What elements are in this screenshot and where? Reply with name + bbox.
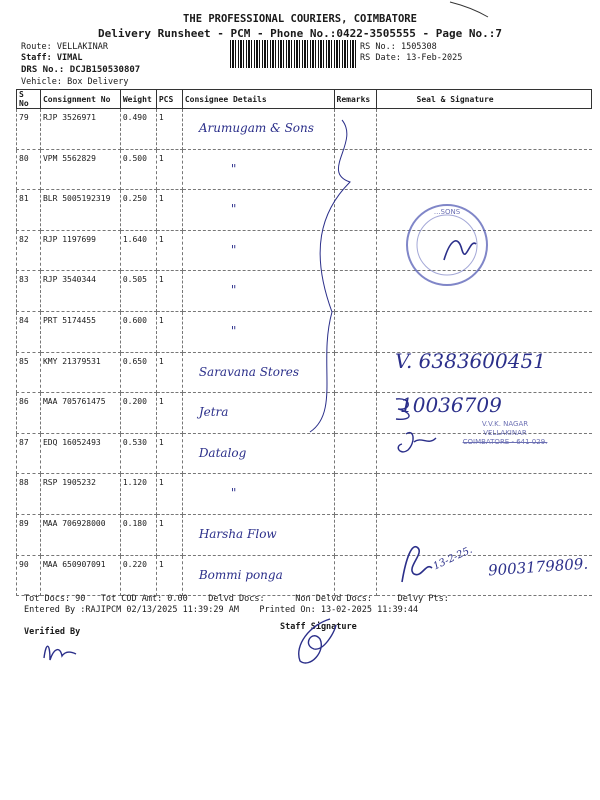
verifier-signature	[40, 638, 80, 666]
sno-cell: 79	[17, 109, 41, 150]
weight-cell: 0.530	[120, 433, 156, 474]
sno-cell: 83	[17, 271, 41, 312]
sno-cell: 82	[17, 230, 41, 271]
weight-cell: 0.490	[120, 109, 156, 150]
consignee-cell: "	[182, 190, 334, 231]
seal-signature-cell	[376, 149, 591, 190]
delvy-pts: Delvy Pts:	[397, 594, 449, 604]
table-row	[17, 474, 592, 515]
consignment-cell: EDQ 16052493	[40, 433, 120, 474]
entered-by: Entered By :RAJIPCM 02/13/2025 11:39:29 AM	[24, 605, 239, 615]
non-delvd-docs: Non Delvd Docs:	[295, 594, 373, 604]
consignee-cell: Harsha Flow	[182, 514, 334, 555]
entered-line	[24, 605, 418, 615]
vehicle-value: Box Delivery	[67, 77, 129, 87]
col-header: S No	[17, 90, 41, 109]
weight-cell: 0.505	[120, 271, 156, 312]
staff-label: Staff:	[21, 53, 52, 63]
tot-docs: Tot Docs: 90	[24, 594, 86, 604]
consignee-cell: "	[182, 149, 334, 190]
drs-value: DCJB150530807	[69, 65, 141, 75]
route-line	[21, 42, 108, 53]
rs-date-value: 13-Feb-2025	[406, 53, 463, 63]
signature-86-mark	[392, 395, 422, 423]
vehicle-label: Vehicle:	[21, 77, 62, 87]
rs-no-value: 1505308	[400, 42, 437, 52]
staff-signature-scribble	[290, 615, 340, 670]
consignee-cell: "	[182, 271, 334, 312]
consignment-cell: RSP 1905232	[40, 474, 120, 515]
delvd-docs: Delvd Docs:	[208, 594, 265, 604]
bracket-pen-mark	[300, 112, 360, 442]
company-title: THE PROFESSIONAL COURIERS, COIMBATORE	[183, 13, 417, 25]
pcs-cell: 1	[156, 109, 182, 150]
rs-date-label: RS Date:	[360, 53, 401, 63]
staff-signature-label: Staff Signature	[280, 622, 357, 632]
consignee-cell: Datalog	[182, 433, 334, 474]
remarks-cell	[334, 474, 376, 515]
stamp-line: VELLAKINAR	[483, 429, 527, 437]
printed-on: Printed On: 13-02-2025 11:39:44	[259, 605, 419, 615]
consignee-cell: "	[182, 230, 334, 271]
pcs-cell: 1	[156, 149, 182, 190]
weight-cell: 0.650	[120, 352, 156, 393]
remarks-cell	[334, 555, 376, 596]
signature-86: 10036709	[400, 393, 502, 417]
sno-cell: 85	[17, 352, 41, 393]
stamp-line: COIMBATORE - 641 029.	[462, 438, 548, 446]
col-header: Weight	[120, 90, 156, 109]
weight-cell: 1.640	[120, 230, 156, 271]
consignment-cell: KMY 21379531	[40, 352, 120, 393]
consignment-cell: MAA 706928000	[40, 514, 120, 555]
seal-text: ...SONS	[433, 208, 461, 216]
col-header: Consignee Details	[182, 90, 334, 109]
pcs-cell: 1	[156, 433, 182, 474]
sno-cell: 88	[17, 474, 41, 515]
consignment-cell: RJP 1197699	[40, 230, 120, 271]
table-row	[17, 514, 592, 555]
pcs-cell: 1	[156, 311, 182, 352]
pcs-cell: 1	[156, 514, 182, 555]
col-header: Consignment No	[40, 90, 120, 109]
vehicle-line	[21, 77, 129, 88]
col-header: PCS	[156, 90, 182, 109]
table-header-row	[17, 90, 592, 109]
sno-cell: 81	[17, 190, 41, 231]
consignee-cell: Saravana Stores	[182, 352, 334, 393]
weight-cell: 0.220	[120, 555, 156, 596]
weight-cell: 0.500	[120, 149, 156, 190]
route-label: Route:	[21, 42, 52, 52]
consignment-cell: PRT 5174455	[40, 311, 120, 352]
rubber-stamp	[420, 420, 590, 447]
consignee-cell: Bommi ponga	[182, 555, 334, 596]
corner-pen-stroke	[450, 0, 490, 20]
weight-cell: 1.120	[120, 474, 156, 515]
consignee-cell: Arumugam & Sons	[182, 109, 334, 150]
signature-82	[440, 230, 480, 270]
pcs-cell: 1	[156, 190, 182, 231]
sno-cell: 84	[17, 311, 41, 352]
pcs-cell: 1	[156, 271, 182, 312]
weight-cell: 0.200	[120, 393, 156, 434]
consignment-cell: BLR 5005192319	[40, 190, 120, 231]
col-header: Remarks	[334, 90, 376, 109]
sno-cell: 86	[17, 393, 41, 434]
consignee-cell: "	[182, 474, 334, 515]
col-header: Seal & Signature	[376, 90, 591, 109]
pcs-cell: 1	[156, 230, 182, 271]
weight-cell: 0.180	[120, 514, 156, 555]
consignment-cell: RJP 3526971	[40, 109, 120, 150]
route-value: VELLAKINAR	[56, 42, 109, 52]
drs-label: DRS No.:	[21, 65, 65, 75]
pcs-cell: 1	[156, 393, 182, 434]
signature-85: V. 6383600451	[395, 349, 546, 373]
barcode	[230, 40, 356, 68]
consignment-cell: VPM 5562829	[40, 149, 120, 190]
totals-line	[24, 594, 449, 604]
verified-by-label: Verified By	[24, 627, 81, 637]
sno-cell: 90	[17, 555, 41, 596]
staff-value: VIMAL	[56, 53, 83, 63]
consignee-cell: Jetra	[182, 393, 334, 434]
rs-no-line	[360, 42, 437, 53]
signature-90-date: 13-2-25.	[431, 544, 475, 573]
seal-signature-cell	[376, 474, 591, 515]
seal-signature-cell	[376, 311, 591, 352]
sno-cell: 89	[17, 514, 41, 555]
stamp-line: V.V.K. NAGAR	[481, 420, 529, 428]
pcs-cell: 1	[156, 352, 182, 393]
signature-90-phone: 9003179809.	[487, 554, 589, 580]
sno-cell: 87	[17, 433, 41, 474]
pcs-cell: 1	[156, 555, 182, 596]
rs-date-line	[360, 53, 462, 64]
seal-signature-cell	[376, 109, 591, 150]
weight-cell: 0.250	[120, 190, 156, 231]
consignment-cell: MAA 650907091	[40, 555, 120, 596]
rs-no-label: RS No.:	[360, 42, 396, 52]
sno-cell: 80	[17, 149, 41, 190]
weight-cell: 0.600	[120, 311, 156, 352]
drs-line	[21, 65, 140, 76]
consignee-cell: "	[182, 311, 334, 352]
consignment-cell: MAA 705761475	[40, 393, 120, 434]
remarks-cell	[334, 514, 376, 555]
signature-90	[396, 538, 436, 588]
staff-line	[21, 53, 82, 64]
tot-cod: Tot COD Amt: 0.00	[100, 594, 188, 604]
pcs-cell: 1	[156, 474, 182, 515]
consignment-cell: RJP 3540344	[40, 271, 120, 312]
runsheet-title: Delivery Runsheet - PCM - Phone No.:0422-3505555 - Page No.:7	[98, 27, 502, 40]
